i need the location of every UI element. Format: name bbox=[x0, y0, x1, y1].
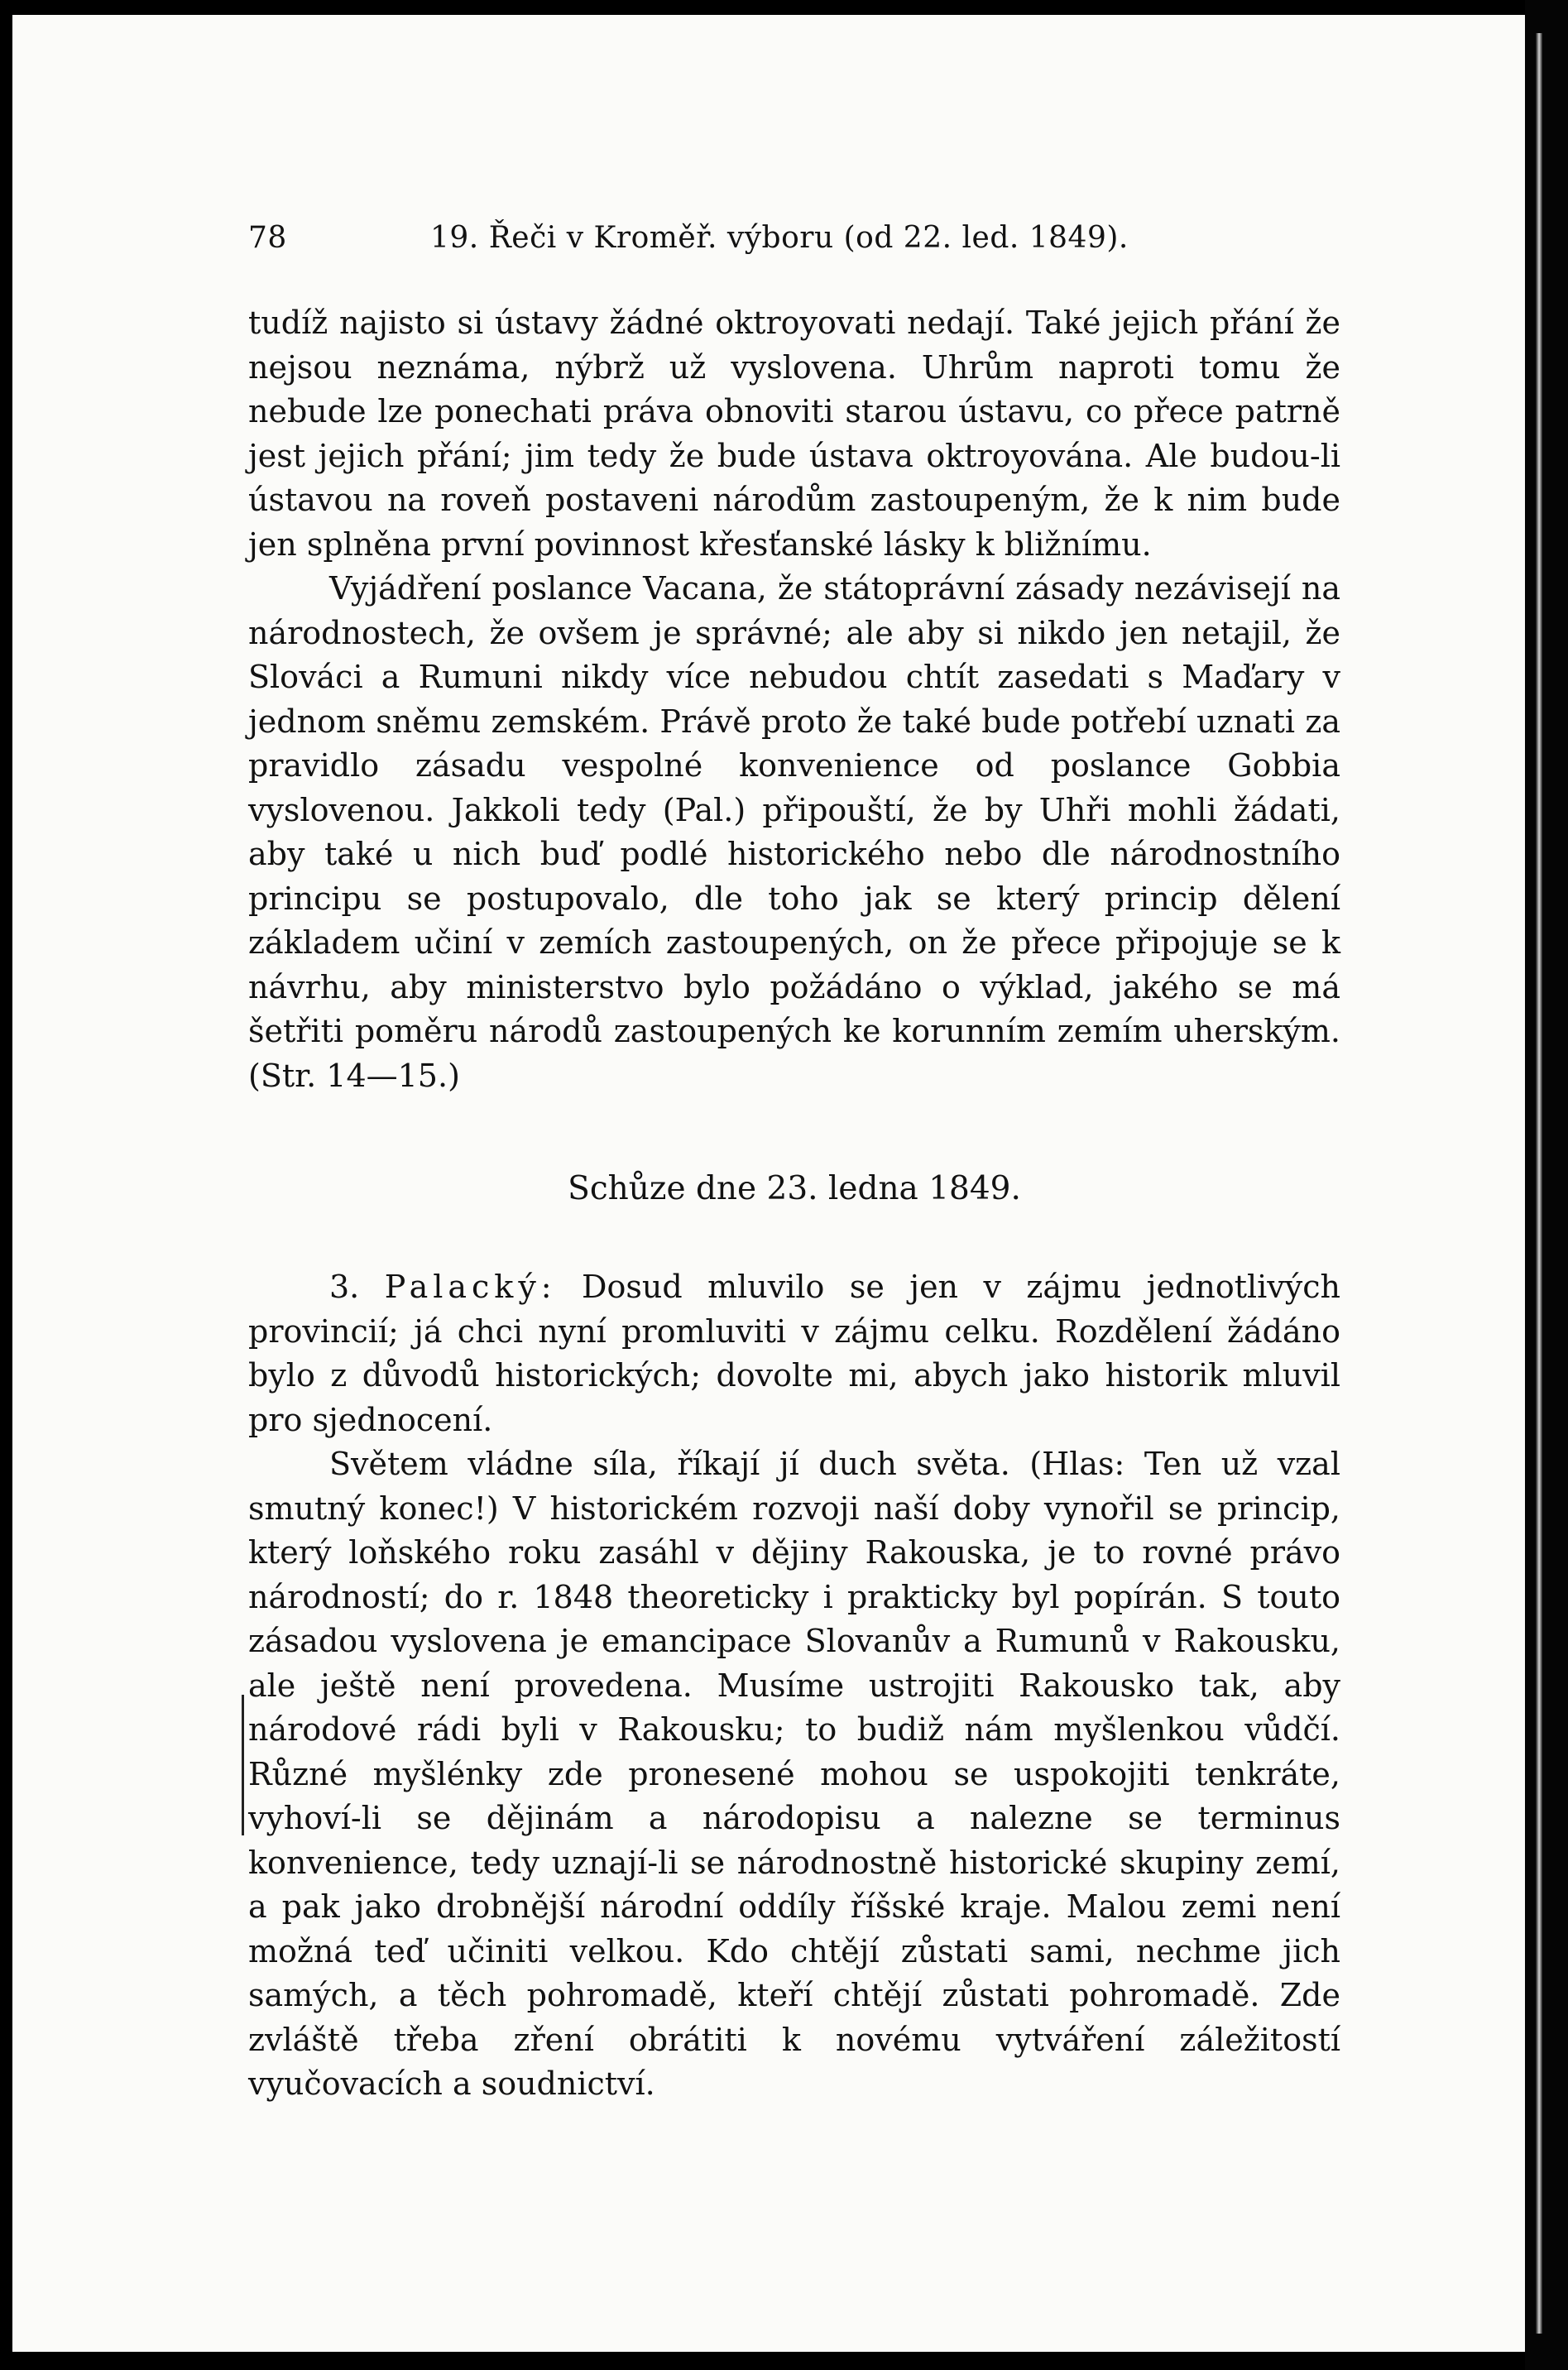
paragraph-vacan: Vyjádření poslance Vacana, že státoprávní zásady nezávisejí na národnostech, že ovšem je správné; ale aby si nikdo jen netajil, že Slováci a Rumuni nikdy více nebudou chtít zasedati s Maďary v jednom sněmu zemském. Právě proto že také bude potřebí uznati za pravidlo zásadu vespolné konvenience od poslance Gobbia vyslovenou. Jakkoli tedy (Pal.) připouští, že by Uhři mohli žádati, aby také u nich buď podlé historického nebo dle národnostního principu se postupovalo, dle toho jak se který princip dělení základem učiní v zemích zastoupených, on že přece připojuje se k návrhu, aby ministerstvo bylo požádáno o výklad, jakého se má šetřiti poměru národů zastoupených ke korunním zemím uherským. (Str. 14—15.) bbox=[248, 570, 1340, 1094]
paragraph-world-spirit: Světem vládne síla, říkají jí duch světa. (Hlas: Ten už vzal smutný konec!) V historickém rozvoji naší doby vynořil se princip, který loňského roku zasáhl v dějiny Rakouska, je to rovné právo národností; do r. 1848 theoreticky i prakticky byl popírán. S touto zásadou vyslovena je emancipace Slovanův a Rumunů v Rakousku, ale ještě není provedena. Musíme ustrojiti Rakousko tak, aby národové rádi byli v Rakousku; to budiž nám myšlenkou vůdčí. Různé myšlénky zde pronesené mohou se uspokojiti tenkráte, vyhoví-li se dějinám a národopisu a nalezne se terminus konvenience, tedy uznají-li se národnostně historické skupiny zemí, a pak jako drobnější národní oddíly říšské kraje. Malou zemi není možná teď učiniti velkou. Kdo chtějí zůstati sami, nechme jich samých, a těch pohromadě, kteří chtějí zůstati pohromadě. Zde zvláště třeba zření obrátiti k novému vytváření záležitostí vyučovacích a soudnictví. bbox=[248, 1446, 1340, 2102]
paragraph-continuation: tudíž najisto si ústavy žádné oktroyovati nedají. Také jejich přání že nejsou neznáma, nýbrž už vyslovena. Uhrům naproti tomu že nebude lze ponechati práva obnoviti starou ústavu, co přece patrně jest jejich přání; jim tedy že bude ústava oktroyována. Ale budou-li ústavou na roveň postaveni národům zastoupeným, že k nim bude jen splněna první povinnost křesťanské lásky k bližnímu. bbox=[248, 305, 1340, 563]
margin-bracket-mark bbox=[242, 1695, 244, 1835]
section-heading: Schůze dne 23. ledna 1849. bbox=[568, 1170, 1021, 1207]
body-text bbox=[248, 301, 1340, 2107]
page-number: 78 bbox=[248, 221, 287, 255]
speech-number: 3. bbox=[329, 1269, 360, 1305]
page-edge-strip bbox=[1536, 33, 1542, 2334]
paragraph-palacky-speech bbox=[248, 1265, 1340, 1442]
running-header bbox=[248, 215, 1340, 261]
speech-opening: Dosud mluvilo se jen v zájmu jednotlivých provincií; já chci nyní promluviti v zájmu celku. Rozdělení žádáno bylo z důvodů historických; dovolte mi, abych jako historik mluvil pro sjednocení. bbox=[248, 1269, 1340, 1438]
scan-edge bbox=[1525, 0, 1568, 2370]
running-title: 19. Řeči v Kroměř. výboru (od 22. led. 1849). bbox=[430, 221, 1129, 255]
speaker-name: Palacký: bbox=[384, 1269, 557, 1305]
page-text-block bbox=[248, 215, 1340, 2107]
